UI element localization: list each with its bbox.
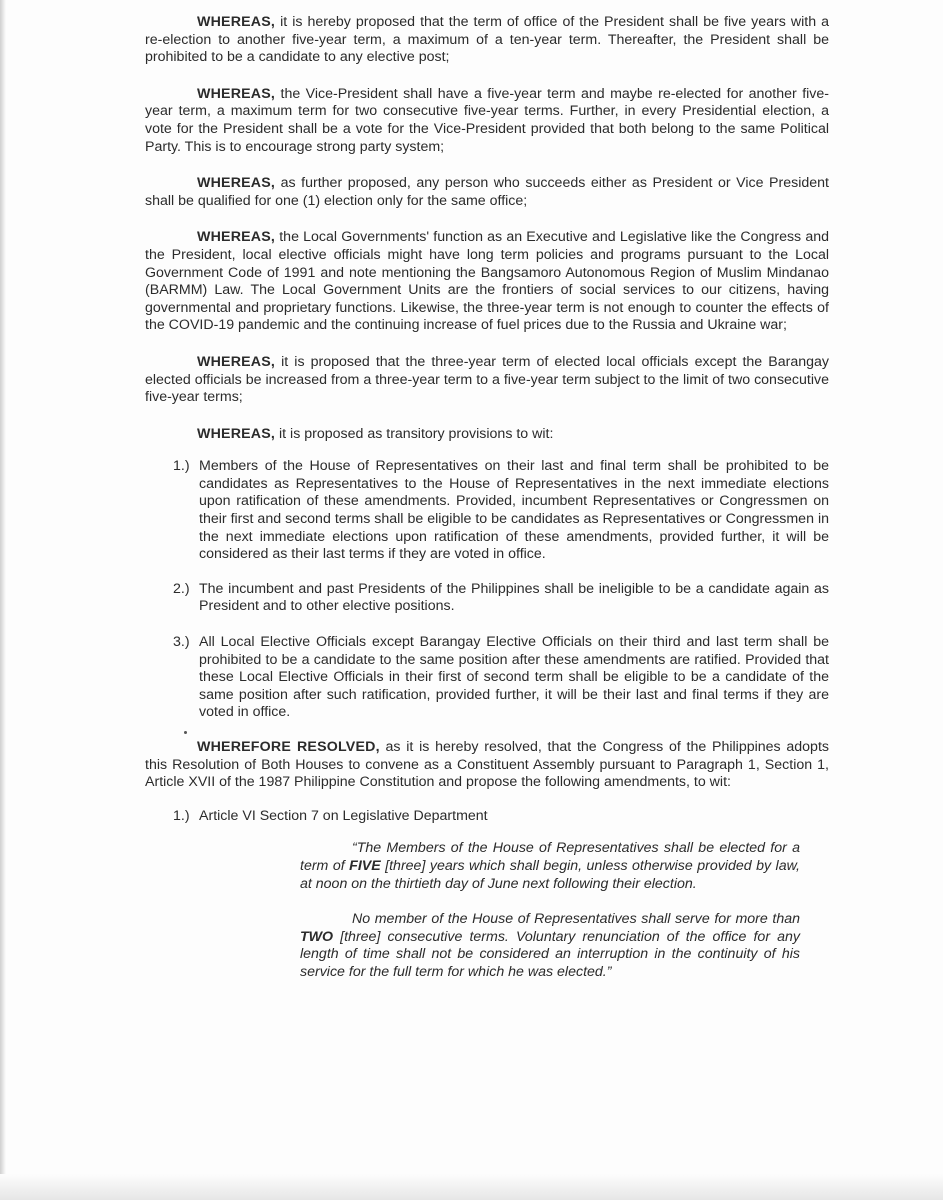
paragraph-text: the Local Governments' function as an Executive and Legislative like the Congress and the President, local elective officials might have long term policies and programs pursuant to the Local Government Code of 1991 and note mentioning the Bangsamoro Autonomous Region of Muslim Mindanao (BARMM) Law. The Local Government Units are the frontiers of social services to our citizens, having governmental and proprietary functions. Likewise, the three-year term is not enough to counter the effects of the COVID-19 pandemic and the continuing increase of fuel prices due to the Russia and Ukraine war; [145,229,829,334]
transitory-item [173,458,829,564]
amended-value: FIVE [349,857,381,874]
whereas-keyword: WHEREAS, [197,425,276,442]
item-text: All Local Elective Officials except Barangay Elective Officials on their third and last term shall be prohibited to be a candidate to the same position after these amendments are ratified. Provided that these Local Elective Officials in their first of second term shall be eligible to be a candidate of the same position after such ratification, provided further, it will be their last and final terms if they are voted in office. [199,634,829,721]
whereas-president-term [145,14,829,67]
whereas-successor [145,175,829,210]
item-number: 3.) [173,634,190,651]
paragraph-text: the Vice-President shall have a five-year term and maybe re-elected for another five-year term, a maximum term for two consecutive five-year terms. Further, in every Presidential election, a vote for the President shall be a vote for the Vice-President provided that both belong to the same Political Party. This is to encourage strong party system; [145,85,829,155]
quoted-provision-term [300,840,800,893]
item-number: 1.) [173,458,190,475]
paragraph-text: as further proposed, any person who succeeds either as President or Vice President shall be qualified for one (1) election only for the same office; [145,175,829,209]
resolved-keyword: WHEREFORE RESOLVED, [197,739,380,755]
paragraph-text: it is proposed that the three-year term of elected local officials except the Barangay elected officials be increased from a three-year term to a five-year term subject to the limit of two consecutive five-year terms; [145,353,829,406]
whereas-local-officials-term [145,354,829,407]
quote-text: No member of the House of Representatives shall serve for more than [352,911,800,928]
whereas-keyword: WHEREAS, [197,85,276,102]
page-shadow-bottom [0,1174,943,1200]
quote-text: [three] years which shall begin, unless otherwise provided by law, at noon on the thirtieth day of June next following their election. [300,857,800,892]
item-number: 1.) [173,807,190,824]
whereas-keyword: WHEREAS, [197,353,276,370]
amendment-item [173,808,829,826]
quote-text: “The Members of the House of Representatives shall be elected for a term of [300,840,800,874]
quote-text: [three] consecutive terms. Voluntary renunciation of the office for any length of time shall not be considered an interruption in the continuity of his service for the full term for which he was elected.” [300,928,800,980]
whereas-vice-president-term [145,86,829,156]
whereas-transitory [145,426,829,444]
document-body [145,14,829,1000]
quoted-provision-limit [300,911,800,981]
whereas-local-governments [145,229,829,335]
wherefore-resolved [145,739,829,792]
item-text: Members of the House of Representatives on their last and final term shall be prohibited to be candidates as Representatives to the House of Representatives in the next immediate elections upon ratification of these amendments. Provided, incumbent Representatives or Congressmen on their first and second terms shall be eligible to be candidates as Representatives or Congressmen in the next immediate elections upon ratification of these amendments, provided further, it will be considered as their last terms if they are voted in office. [199,458,829,563]
whereas-keyword: WHEREAS, [197,14,276,30]
item-text: The incumbent and past Presidents of the Philippines shall be ineligible to be a candidate again as President and to other elective positions. [199,580,829,615]
paragraph-text: it is hereby proposed that the term of office of the President shall be five years with a re-election to another five-year term, a maximum of a ten-year term. Thereafter, the President shall be prohibited to be a candidate to any elective post; [145,14,829,66]
amendment-title: Article VI Section 7 on Legislative Department [199,807,488,824]
paragraph-text: it is proposed as transitory provisions to wit: [275,425,554,442]
transitory-item [173,634,829,722]
transitory-item [173,581,829,616]
amended-value: TWO [300,928,334,945]
paragraph-text: as it is hereby resolved, that the Congress of the Philippines adopts this Resolution of Both Houses to convene as a Constituent Assembly pursuant to Paragraph 1, Section 1, Article XVII of the 1987 Philippine Constitution and propose the following amendments, to wit: [145,739,829,791]
whereas-keyword: WHEREAS, [197,175,276,192]
item-number: 2.) [173,580,190,597]
page-shadow-left [0,0,6,1200]
whereas-keyword: WHEREAS, [197,229,276,246]
